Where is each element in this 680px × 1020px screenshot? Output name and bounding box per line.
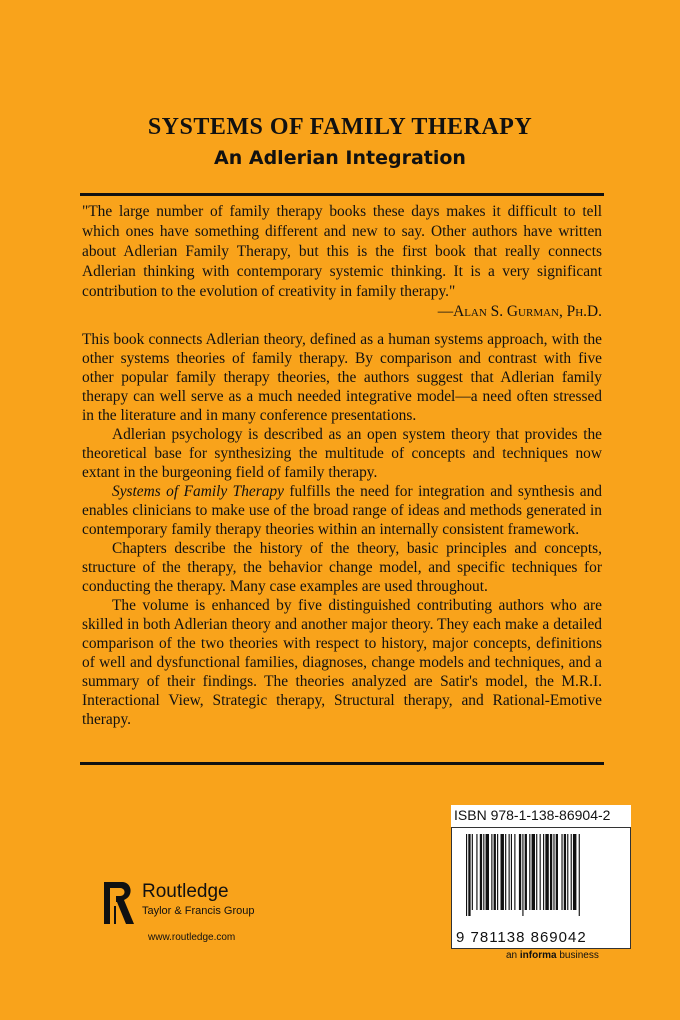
barcode-bar <box>532 834 535 910</box>
barcode-bar <box>480 834 482 910</box>
barcode-bar <box>536 834 537 910</box>
book-title: SYSTEMS OF FAMILY THERAPY <box>147 114 533 140</box>
barcode-bar <box>573 834 576 910</box>
barcode-bar <box>494 834 496 910</box>
description-paragraph-3 <box>82 482 602 539</box>
informa-suffix: business <box>556 950 599 961</box>
bottom-divider <box>80 762 604 765</box>
description-paragraph-3-rest: fulfills the need for integration and synthesis and enables clinicians to make use of the broad range of ideas and methods generated in contemporary family therapy theories within an internally consistent framework. <box>82 483 602 538</box>
informa-name: informa <box>519 950 557 961</box>
publisher-url: www.routledge.com <box>148 932 236 943</box>
barcode-bar <box>466 834 467 916</box>
barcode-bar <box>476 834 477 910</box>
description-paragraph-1: This book connects Adlerian theory, defined as a human systems approach, with the other systems theories of family therapy. By comparison and contrast with five other popular family therapy theories, the authors suggest that Adlerian family therapy can well serve as a much needed integrative model—a need often stressed in the literature and in many conference presentations. <box>82 331 602 424</box>
barcode-bar <box>497 834 498 910</box>
barcode-digits: 9 781138 869042 <box>456 929 587 946</box>
barcode-bar <box>553 834 554 910</box>
barcode-bar <box>505 834 506 910</box>
barcode-bar <box>468 834 470 916</box>
quote-text: "The large number of family therapy books these days makes it difficult to tell which ones have something different and new to say. Other authors have written about Adlerian Family Therapy, but this is the first book that really connects Adlerian thinking with contemporary systemic thinking. It is a very significant contribution to the evolution of creativity in family therapy." <box>82 203 602 300</box>
barcode <box>462 834 622 926</box>
barcode-bar <box>511 834 512 910</box>
barcode-bar <box>522 834 523 916</box>
isbn-label: ISBN 978-1-138-86904-2 <box>454 807 611 823</box>
endorsement-quote <box>82 202 602 322</box>
barcode-bar <box>486 834 489 910</box>
publisher-name: Routledge <box>142 881 229 902</box>
description-paragraph-2: Adlerian psychology is described as an open system theory that provides the theoretical base for synthesizing the multitude of concepts and techniques now extant in the burgeoning field of family therapy. <box>82 426 602 481</box>
barcode-bar <box>579 834 580 916</box>
barcode-bar <box>525 834 527 910</box>
book-title-italic: Systems of Family Therapy <box>112 483 284 500</box>
barcode-box <box>451 827 631 949</box>
quote-attribution: —Alan S. Gurman, Ph.D. <box>437 303 602 320</box>
barcode-bar <box>571 834 572 910</box>
informa-prefix: an <box>506 950 520 961</box>
book-subtitle: An Adlerian Integration <box>214 147 466 169</box>
barcode-bar <box>543 834 544 910</box>
top-divider <box>80 193 604 196</box>
barcode-bar <box>556 834 558 910</box>
barcode-bar <box>529 834 530 910</box>
barcode-bar <box>514 834 515 910</box>
barcode-bar <box>564 834 566 910</box>
informa-tagline <box>506 950 599 961</box>
barcode-bar <box>509 834 510 910</box>
routledge-logo-icon <box>102 880 136 928</box>
publisher-group: Taylor & Francis Group <box>142 905 255 917</box>
barcode-bar <box>519 834 521 910</box>
description-paragraph-5: The volume is enhanced by five distinguished contributing authors who are skilled in both Adlerian theory and another major theory. They each make a detailed comparison of the two theories with respect to history, major concepts, definitions of well and dysfunctional families, diagnoses, change models and techniques, and a summary of their findings. The theories analyzed are Satir's model, the M.R.I. Interactional View, Strategic therapy, Structural therapy, and Rational-Emotive therapy. <box>82 597 602 728</box>
description <box>82 330 602 729</box>
barcode-bar <box>491 834 492 910</box>
title-block <box>0 113 680 171</box>
barcode-bar <box>550 834 552 910</box>
barcode-bar <box>483 834 484 910</box>
barcode-bar <box>540 834 541 910</box>
barcode-bar <box>561 834 562 910</box>
barcode-bar <box>567 834 568 910</box>
barcode-bar <box>472 834 473 910</box>
barcode-bar <box>545 834 548 910</box>
description-paragraph-4: Chapters describe the history of the theory, basic principles and concepts, structure of the therapy, the behavior change model, and specific techniques for conducting the therapy. Many case examples are used throughout. <box>82 540 602 595</box>
publisher-block <box>102 880 302 940</box>
barcode-bar <box>501 834 504 910</box>
